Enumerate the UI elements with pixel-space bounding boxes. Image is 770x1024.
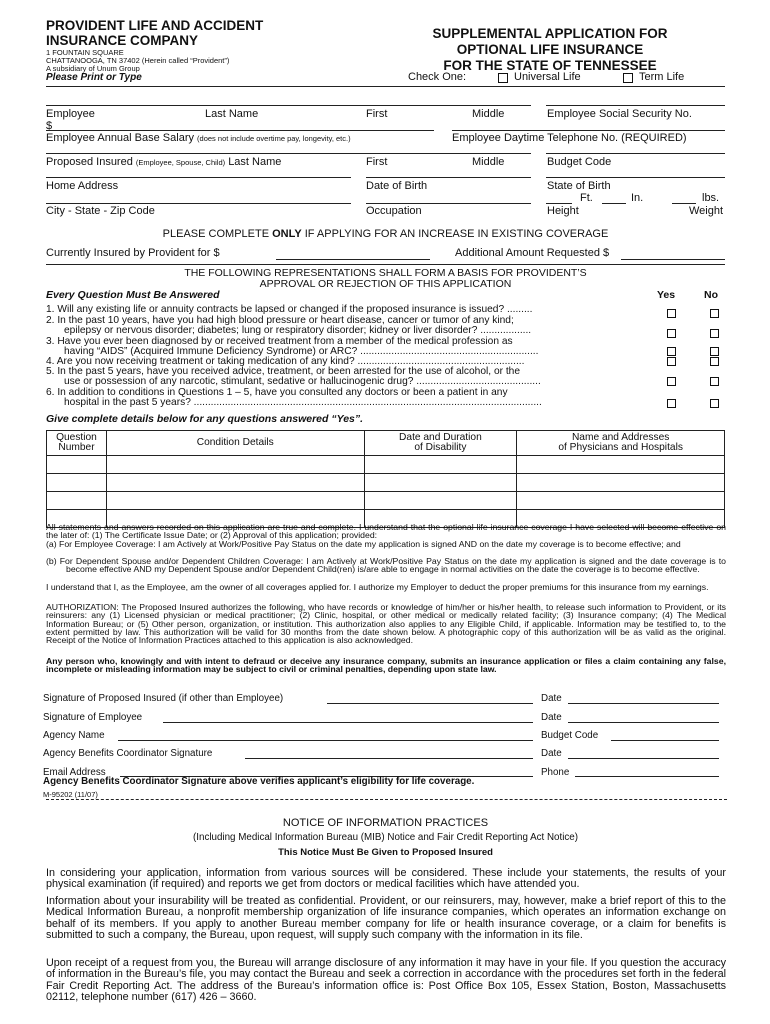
condition-a: (a) For Employee Coverage: I am Actively at Work/Positive Pay Status on the date my application is signed AND on the date my coverage is to become effective; and — [46, 539, 681, 549]
address-line-3: A subsidiary of Unum Group — [46, 64, 140, 73]
proposed-budget-rule[interactable] — [546, 177, 725, 178]
weight-line[interactable] — [672, 203, 696, 204]
proposed-insured-line[interactable] — [46, 153, 531, 154]
term-life-label: Term Life — [639, 71, 685, 83]
home-address-line[interactable] — [46, 203, 351, 204]
notice-title: NOTICE OF INFORMATION PRACTICES — [282, 817, 489, 829]
condition-b: (b) For Dependent Spouse and/or Dependent Children Coverage: I am Actively at Work/Positive Pay Status on the date my application is signed and the date coverage is to become effective AND my Dependent Spouse and/or Dependent Child(ren) is/are able to engage in normal activities on the date the coverage is to become effective. — [46, 556, 726, 575]
universal-life-checkbox[interactable] — [498, 73, 508, 83]
table-cell[interactable] — [106, 474, 364, 492]
increase-only: ONLY — [272, 228, 302, 240]
date-label-2: Date — [541, 712, 562, 723]
city-state-zip-label: City - State - Zip Code — [46, 205, 155, 217]
weight-label: Weight — [689, 205, 724, 217]
representations-line-1: THE FOLLOWING REPRESENTATIONS SHALL FORM A BASIS FOR PROVIDENT’S — [184, 267, 587, 279]
proposed-insured-label — [46, 156, 281, 168]
height-in-line[interactable] — [602, 203, 626, 204]
middle-name-label-2: Middle — [472, 156, 505, 168]
table-cell[interactable] — [47, 492, 107, 510]
table-row — [47, 474, 725, 492]
employee-name-line[interactable] — [46, 105, 531, 106]
company-line-1: PROVIDENT LIFE AND ACCIDENT — [46, 18, 264, 33]
fraud-warning: Any person who, knowingly and with intent to defraud or deceive any insurance company, submits an insurance application or files a claim containing any false, incomplete or misleading information may be subject to civil or criminal penalties, depending upon state law. — [46, 656, 726, 675]
title-line-2: OPTIONAL LIFE INSURANCE — [456, 42, 644, 57]
proposed-name-rule[interactable] — [46, 177, 351, 178]
table-cell[interactable] — [106, 492, 364, 510]
first-name-label-2: First — [366, 156, 388, 168]
title-line-3: FOR THE STATE OF TENNESSEE — [443, 58, 657, 73]
question-5a: 5. In the past 5 years, have you received advice, treatment, or been arrested for the use of alcohol, or the — [46, 366, 520, 377]
q4-yes-checkbox[interactable] — [667, 357, 676, 366]
every-question-label: Every Question Must Be Answered — [46, 289, 220, 301]
agency-name-label: Agency Name — [43, 730, 105, 741]
first-name-label: First — [366, 108, 388, 120]
date-line-2[interactable] — [568, 722, 719, 723]
q3-yes-checkbox[interactable] — [667, 347, 676, 356]
please-print: Please Print or Type — [46, 72, 142, 83]
employee-label: Employee — [46, 108, 95, 120]
date-duration-header-a: Date and Duration — [399, 431, 482, 443]
coordinator-sig-label: Agency Benefits Coordinator Signature — [43, 748, 213, 759]
table-cell[interactable] — [106, 456, 364, 474]
notice-must-give: This Notice Must Be Given to Proposed Insured — [278, 847, 493, 858]
sig-employee-line[interactable] — [163, 722, 533, 723]
question-2b: epilepsy or nervous disorder; diabetes; lung or respiratory disorder; kidney or liver disorder? .................. — [64, 325, 532, 336]
question-2a: 2. In the past 10 years, have you had high blood pressure or heart disease, cancer or tumor of any kind; — [46, 315, 514, 326]
notice-subtitle: (Including Medical Information Bureau (MIB) Notice and Fair Credit Reporting Act Notice) — [193, 832, 578, 843]
date-duration-header-b: of Disability — [414, 442, 467, 453]
q2-yes-checkbox[interactable] — [667, 329, 676, 338]
table-cell[interactable] — [47, 456, 107, 474]
statement-paragraph: All statements and answers recorded on this application are true and complete. I understand that the optional life insurance coverage I have selected will become effective on the later of: (1) The Certificate Issue Date; or (2) Approval of this application; provided: — [46, 522, 726, 541]
phone-label: Phone — [541, 767, 570, 778]
last-name-label: Last Name — [205, 108, 259, 120]
term-life-checkbox[interactable] — [623, 73, 633, 83]
state-of-birth-label: State of Birth — [547, 180, 611, 192]
question-4: 4. Are you now receiving treatment or taking medication of any kind? ........................................................... — [46, 356, 525, 367]
increase-pre: PLEASE COMPLETE — [162, 228, 273, 240]
notice-paragraph-1: In considering your application, information from various sources will be considered. These include your statements, the results of your physical examination (if required) and reports we get from doctors or medical facilities which have attended you. — [46, 867, 726, 891]
ft-label: Ft. — [580, 192, 593, 204]
question-5b: use or possession of any narcotic, stimulant, sedative or hallucinogenic drug? ............................................ — [64, 376, 541, 387]
proposed-label-text: Proposed Insured — [46, 156, 133, 168]
q2-no-checkbox[interactable] — [710, 329, 719, 338]
increase-rule — [46, 264, 725, 265]
date-duration-header — [364, 431, 517, 456]
last-name-label-2: Last Name — [228, 156, 282, 168]
table-cell[interactable] — [47, 474, 107, 492]
check-one-label: Check One: — [408, 71, 467, 83]
in-label: In. — [631, 192, 644, 204]
form-number: M-95202 (11/07) — [43, 790, 98, 799]
occupation-label: Occupation — [366, 205, 422, 217]
authorization-paragraph: AUTHORIZATION: The Proposed Insured authorizes the following, who have records or knowledge of him/her or his/her health, to release such information to Provident, or its reinsurers: any (1) Licensed physician or medical practitioner; (2) Clinic, hospital, or other medical or medically related facility; (3) Insurance company; (4) The Medical Information Bureau; or (5) Other person, organization, or institution. This authorization also applies to any Eligible Child, if applicable. Information may be testified to, to the extent permitted by law. This authorization will be valid for 30 months from the date shown below. A photographic copy of this authorization will be as valid as the original. Receipt of the Notice of Information Practices attached to this application is also acknowledged. — [46, 602, 726, 646]
agency-name-line[interactable] — [118, 740, 533, 741]
title-line-1: SUPPLEMENTAL APPLICATION FOR — [432, 26, 668, 41]
condition-details-header: Condition Details — [106, 431, 364, 456]
proposed-first-rule[interactable] — [366, 177, 531, 178]
physicians-header-b: of Physicians and Hospitals — [558, 442, 683, 453]
q4-no-checkbox[interactable] — [710, 357, 719, 366]
ssn-label: Employee Social Security No. — [547, 108, 692, 120]
additional-amount-label: Additional Amount Requested $ — [455, 247, 610, 259]
universal-life-label: Universal Life — [514, 71, 581, 83]
sig-proposed-line[interactable] — [327, 703, 533, 704]
budget-code-line-2[interactable] — [611, 740, 719, 741]
q5-no-checkbox[interactable] — [710, 377, 719, 386]
question-3a: 3. Have you ever been diagnosed by or received treatment from a member of the medical profession as — [46, 336, 513, 347]
salary-label — [46, 132, 351, 144]
salary-line[interactable] — [46, 130, 434, 131]
sig-proposed-label: Signature of Proposed Insured (if other than Employee) — [43, 693, 284, 704]
coordinator-verify-note: Agency Benefits Coordinator Signature above verifies applicant’s eligibility for life coverage. — [43, 776, 475, 787]
phone-required-line[interactable] — [452, 130, 725, 131]
phone-required-label: Employee Daytime Telephone No. (REQUIRED) — [452, 132, 687, 144]
q3-no-checkbox[interactable] — [710, 347, 719, 356]
question-3b: having “AIDS” (Acquired Immune Deficiency Syndrome) or ARC? ............................................................... — [64, 346, 539, 357]
salary-label-text: Employee Annual Base Salary — [46, 132, 194, 144]
conditions-table — [46, 430, 725, 528]
representations-heading — [46, 268, 725, 289]
company-line-2: INSURANCE COMPANY — [46, 33, 199, 48]
yes-header: Yes — [657, 289, 676, 301]
no-header: No — [704, 289, 718, 301]
additional-amount-line[interactable] — [621, 259, 725, 260]
table-row — [47, 456, 725, 474]
notice-paragraph-2: Information about your insurability will be treated as confidential. Provident, or our reinsurers, may, however, make a brief report of this to the Medical Information Bureau, a nonprofit membership organization of life insurance companies, which operates an information exchange on behalf of its members. If you apply to another Bureau member company for life or health insurance coverage, or a claim for benefits is submitted to such a company, the Bureau, upon request, will supply such company with the information in its file. — [46, 895, 726, 941]
lbs-label: lbs. — [702, 192, 720, 204]
question-6b: hospital in the past 5 years? ........................................................................................................................... — [64, 397, 542, 408]
increase-post: IF APPLYING FOR AN INCREASE IN EXISTING COVERAGE — [301, 228, 609, 240]
table-cell[interactable] — [364, 492, 517, 510]
dollar-sign: $ — [46, 120, 53, 132]
physicians-header-a: Name and Addresses — [571, 431, 670, 443]
current-coverage-label: Currently Insured by Provident for $ — [46, 247, 220, 259]
table-cell[interactable] — [364, 474, 517, 492]
question-number-header — [47, 431, 107, 456]
table-cell[interactable] — [517, 456, 725, 474]
middle-name-label: Middle — [472, 108, 505, 120]
table-cell[interactable] — [364, 456, 517, 474]
table-cell[interactable] — [517, 492, 725, 510]
q1-no-checkbox[interactable] — [710, 309, 719, 318]
give-details-label: Give complete details below for any questions answered “Yes”. — [46, 413, 364, 425]
email-label: Email Address — [43, 767, 106, 778]
owner-paragraph: I understand that I, as the Employee, am the owner of all coverages applied for. I authorize my Employer to deduct the proper premiums for this insurance from my earnings. — [46, 582, 709, 592]
date-line-3[interactable] — [568, 758, 719, 759]
dob-label: Date of Birth — [366, 180, 428, 192]
increase-instruction — [46, 228, 725, 240]
q6-yes-checkbox[interactable] — [667, 399, 676, 408]
height-label: Height — [547, 205, 579, 217]
question-number-header-a: Question — [56, 431, 97, 443]
proposed-note: (Employee, Spouse, Child) — [135, 158, 226, 167]
budget-code-line[interactable] — [546, 153, 725, 154]
current-coverage-line[interactable] — [276, 259, 430, 260]
budget-code-label: Budget Code — [547, 156, 612, 168]
representations-line-2: APPROVAL OR REJECTION OF THIS APPLICATION — [259, 277, 512, 290]
q1-yes-checkbox[interactable] — [667, 309, 676, 318]
form-title — [388, 26, 712, 74]
physicians-header — [517, 431, 725, 456]
company-name — [46, 18, 346, 48]
q6-no-checkbox[interactable] — [710, 399, 719, 408]
home-address-label: Home Address — [46, 180, 119, 192]
sig-employee-label: Signature of Employee — [43, 712, 143, 723]
notice-paragraph-3: Upon receipt of a request from you, the Bureau will arrange disclosure of any information it may have in your file. If you question the accuracy of information in the Bureau’s file, you may contact the Bureau and seek a correction in accordance with the procedures set forth in the federal Fair Credit Reporting Act. The address of the Bureau’s information office is: Post Office Box 105, Essex Station, Boston, Massachusetts 02112, telephone number (617) 426 – 3660. — [46, 957, 726, 1003]
dob-line[interactable] — [366, 203, 531, 204]
address-line-1: 1 FOUNTAIN SQUARE — [46, 48, 124, 57]
date-label-3: Date — [541, 748, 562, 759]
table-cell[interactable] — [517, 474, 725, 492]
ssn-line[interactable] — [546, 105, 725, 106]
salary-note: (does not include overtime pay, longevity, etc.) — [197, 134, 351, 143]
phone-line[interactable] — [575, 776, 719, 777]
tear-line — [46, 799, 727, 800]
q5-yes-checkbox[interactable] — [667, 377, 676, 386]
table-row — [47, 492, 725, 510]
table-header-row — [47, 431, 725, 456]
header-rule — [46, 86, 725, 87]
address-line-2: CHATTANOOGA, TN 37402 (Herein called “Provident”) — [46, 56, 230, 65]
question-6a: 6. In addition to conditions in Questions 1 – 5, have you consulted any doctors or been a patient in any — [46, 387, 508, 398]
budget-code-label-2: Budget Code — [541, 730, 599, 741]
question-number-header-b: Number — [58, 442, 95, 453]
date-line-1[interactable] — [568, 703, 719, 704]
question-1: 1. Will any existing life or annuity contracts be lapsed or changed if the proposed insurance is issued? ......... — [46, 304, 533, 315]
coordinator-sig-line[interactable] — [245, 758, 533, 759]
height-ft-line[interactable] — [546, 203, 572, 204]
date-label-1: Date — [541, 693, 562, 704]
